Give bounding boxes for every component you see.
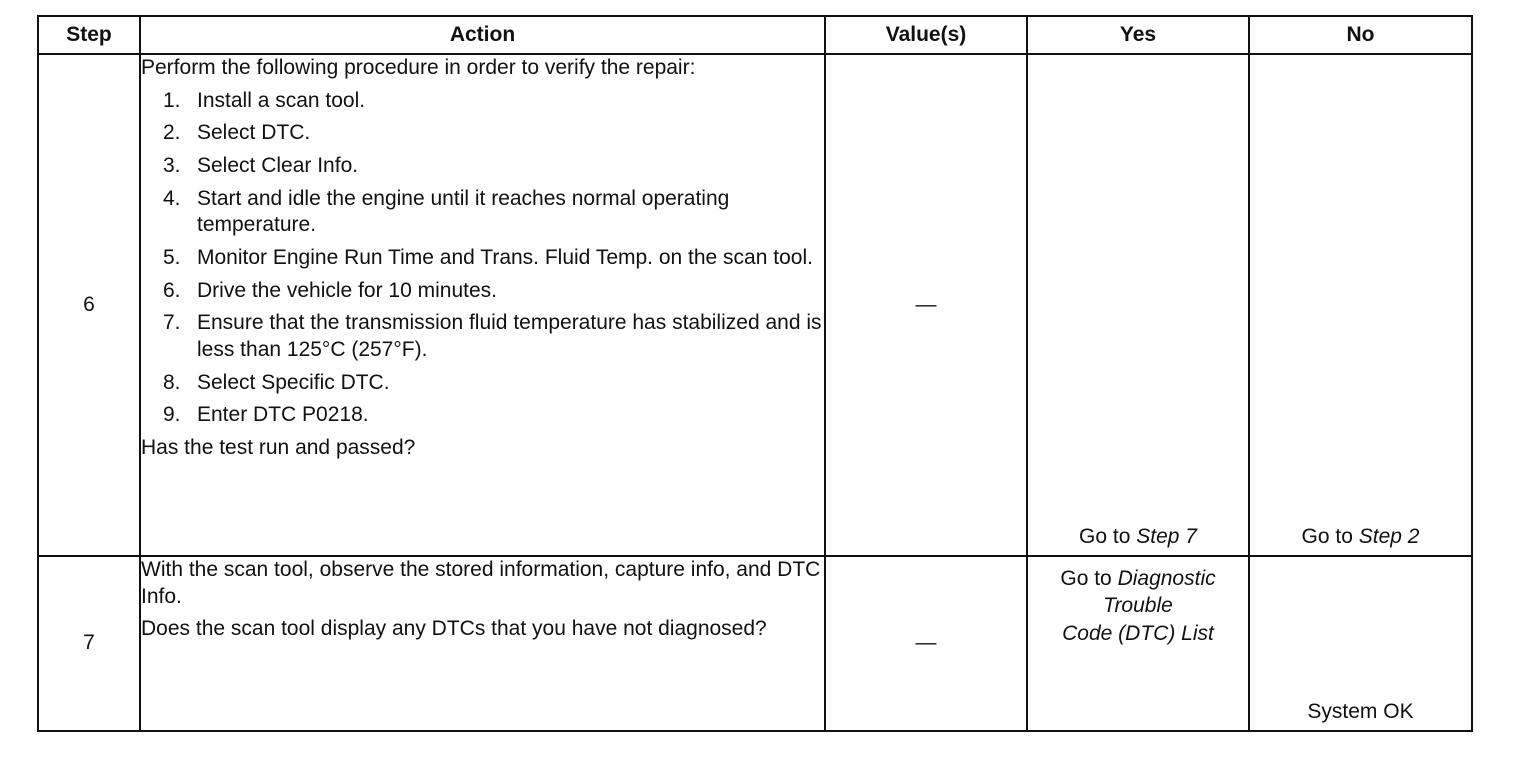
list-item: [163, 310, 824, 363]
no-cell: [1249, 556, 1472, 731]
list-item: [163, 278, 824, 305]
list-item: [163, 88, 824, 115]
item-number: 2.: [163, 121, 181, 145]
item-number: 6.: [163, 278, 181, 302]
list-item: [163, 245, 824, 272]
item-text: Install a scan tool.: [197, 88, 366, 112]
yes-step-link[interactable]: Step 7: [1136, 525, 1197, 549]
item-text: Select DTC.: [197, 121, 311, 145]
item-number: 7.: [163, 311, 181, 335]
yes-prefix: Go to: [1060, 567, 1118, 590]
header-row: [38, 16, 1472, 54]
no-prefix: Go to: [1301, 525, 1359, 549]
table-row-step-7: [38, 556, 1472, 731]
list-item: [163, 370, 824, 397]
yes-dtc-link-line-1[interactable]: Diagnostic: [1117, 567, 1216, 590]
action-question: Has the test run and passed?: [141, 435, 416, 459]
yes-dtc-link-line-3[interactable]: Code (DTC) List: [1062, 621, 1214, 645]
header-no: No: [1249, 16, 1472, 54]
list-item: [163, 186, 824, 239]
header-action: Action: [140, 16, 825, 54]
value-cell: [825, 556, 1027, 731]
list-item: [163, 402, 824, 429]
table-row-step-6: [38, 54, 1472, 556]
item-text: Drive the vehicle for 10 minutes.: [197, 278, 497, 302]
item-number: 1.: [163, 88, 181, 112]
action-cell: [140, 54, 825, 556]
action-cell: [140, 556, 825, 731]
yes-dtc-link-line-2[interactable]: Trouble: [1103, 594, 1173, 618]
value-dash: —: [915, 292, 937, 316]
no-result: System OK: [1307, 700, 1414, 724]
value-cell: [825, 54, 1027, 556]
item-text: Select Specific DTC.: [197, 370, 390, 394]
action-question: Does the scan tool display any DTCs that you have not diagnosed?: [141, 617, 767, 641]
action-intro: Perform the following procedure in order to verify the repair:: [141, 56, 696, 79]
header-values: Value(s): [825, 16, 1027, 54]
yes-prefix: Go to: [1079, 525, 1137, 549]
diagnostic-table: [37, 15, 1473, 732]
item-text: Start and idle the engine until it reaches normal operating temperature.: [197, 186, 730, 237]
item-text: Enter DTC P0218.: [197, 403, 369, 427]
procedure-list: [141, 88, 824, 429]
item-number: 8.: [163, 370, 181, 394]
step-number: 6: [38, 54, 140, 556]
item-number: 3.: [163, 153, 181, 177]
list-item: [163, 120, 824, 147]
header-yes: Yes: [1027, 16, 1249, 54]
no-step-link[interactable]: Step 2: [1358, 525, 1420, 549]
item-text: Ensure that the transmission fluid temperature has stabilized and is less than 125°C (257°F).: [197, 311, 822, 361]
value-dash: —: [915, 631, 937, 655]
yes-cell: [1027, 556, 1249, 731]
item-number: 9.: [163, 403, 181, 427]
yes-cell: [1027, 54, 1249, 556]
no-cell: [1249, 54, 1472, 556]
header-step: Step: [38, 16, 140, 54]
step-number: 7: [38, 556, 140, 731]
item-text: Monitor Engine Run Time and Trans. Fluid Temp. on the scan tool.: [197, 245, 813, 269]
item-text: Select Clear Info.: [197, 153, 359, 177]
item-number: 4.: [163, 186, 181, 210]
list-item: [163, 153, 824, 180]
action-intro: With the scan tool, observe the stored information, capture info, and DTC Info.: [141, 558, 821, 608]
item-number: 5.: [163, 245, 181, 269]
